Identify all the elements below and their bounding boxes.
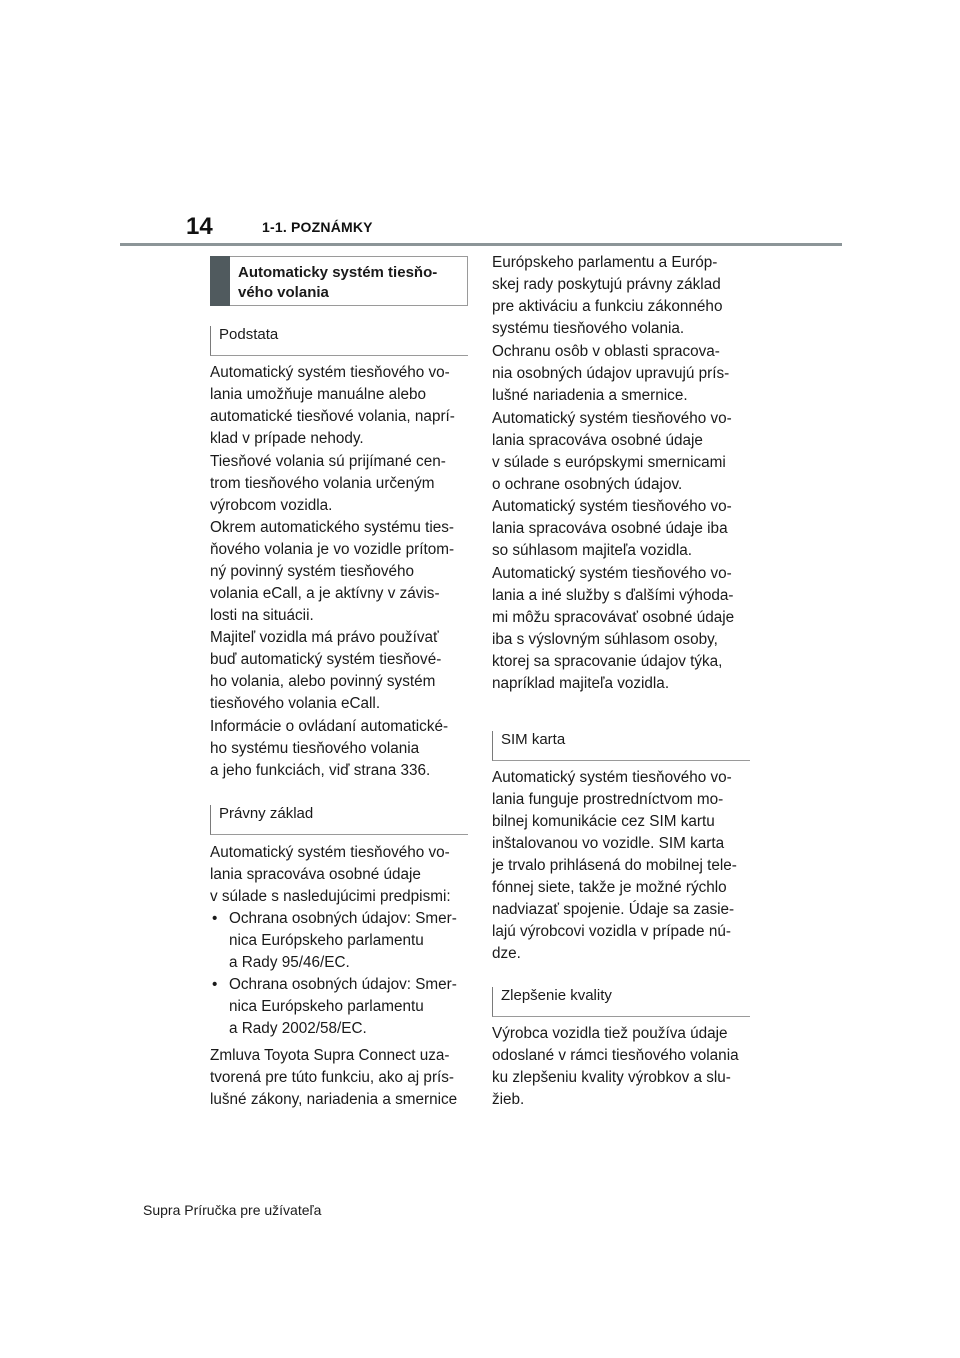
paragraph: Ochranu osôb v oblasti spracova- nia osobných údajov upravujú prís- lušné nariadenia a smernice. (492, 343, 730, 404)
paragraph: Automatický systém tiesňového vo- lania umožňuje manuálne alebo automatické tiesňové volania, naprí- klad v prípade nehody. (210, 364, 455, 447)
subheading-zlepsenie-kvality (492, 987, 750, 1017)
paragraph: Automatický systém tiesňového vo- lania spracováva osobné údaje v súlade s európskymi smernicami o ochrane osobných údajov. (492, 410, 732, 493)
bullet-marker: • (212, 910, 218, 927)
page-number: 14 (186, 213, 213, 240)
subheading-pravny-zaklad (210, 805, 468, 835)
paragraph: Majiteľ vozidla má právo používať buď automatický systém tiesňové- ho volania, alebo povinný systém tiesňového volania eCall. (210, 629, 442, 712)
subheading-label: Podstata (219, 326, 279, 343)
paragraph: Automatický systém tiesňového vo- lania funguje prostredníctvom mo- bilnej komunikácie cez SIM kartu inštalovanou vo vozidle. SIM karta je trvalo prihlásená do mobilnej tele- fónnej siete, takže je možné rýchlo nadviazať spojenie. Údaje sa zasie- lajú výrobcovi vozidla v prípade nú- dze. (492, 769, 737, 962)
subheading-label: Právny základ (219, 805, 314, 822)
paragraph: Automatický systém tiesňového vo- lania spracováva osobné údaje iba so súhlasom majiteľa vozidla. (492, 498, 732, 559)
paragraph: Informácie o ovládaní automatické- ho systému tiesňového volania a jeho funkciách, viď strana 336. (210, 718, 449, 779)
bullet-item: Ochrana osobných údajov: Smer- nica Európskeho parlamentu a Rady 95/46/EC. (229, 910, 457, 971)
topic-marker-bar (210, 256, 230, 306)
paragraph: Tiesňové volania sú prijímané cen- trom tiesňového volania určeným výrobcom vozidla. (210, 453, 446, 514)
topic-heading-box (210, 256, 468, 306)
topic-title: Automaticky systém tiesňo- vého volania (238, 264, 438, 301)
paragraph: Okrem automatického systému ties- ňového volania je vo vozidle prítom- ný povinný systém tiesňového volania eCall, a je aktívny v závis- losti na situácii. (210, 519, 455, 624)
footer-manual-title: Supra Príručka pre užívateľa (143, 1202, 322, 1218)
subheading-label: Zlepšenie kvality (501, 987, 612, 1004)
paragraph: Zmluva Toyota Supra Connect uza- tvorená pre túto funkciu, ako aj prís- lušné zákony, nariadenia a smernice (210, 1047, 458, 1108)
paragraph: Výrobca vozidla tiež používa údaje odoslané v rámci tiesňového volania ku zlepšeniu kvality výrobkov a slu- žieb. (492, 1025, 739, 1108)
bullet-item: Ochrana osobných údajov: Smer- nica Európskeho parlamentu a Rady 2002/58/EC. (229, 976, 457, 1037)
subheading-podstata (210, 326, 468, 356)
paragraph: Automatický systém tiesňového vo- lania spracováva osobné údaje v súlade s nasledujúcimi predpismi: (210, 844, 451, 905)
subheading-label: SIM karta (501, 731, 566, 748)
paragraph: Európskeho parlamentu a Európ- skej rady poskytujú právny základ pre aktiváciu a funkciu zákonného systému tiesňového volania. (492, 254, 723, 337)
subheading-sim-karta (492, 731, 750, 761)
section-title: 1-1. POZNÁMKY (262, 219, 373, 235)
paragraph: Automatický systém tiesňového vo- lania a iné služby s ďalšími výhoda- mi môžu spracovávať osobné údaje iba s výslovným súhlasom osoby, ktorej sa spracovanie údajov týka, napríklad majiteľa vozidla. (492, 565, 735, 692)
bullet-marker: • (212, 976, 218, 993)
header-divider (120, 243, 842, 246)
